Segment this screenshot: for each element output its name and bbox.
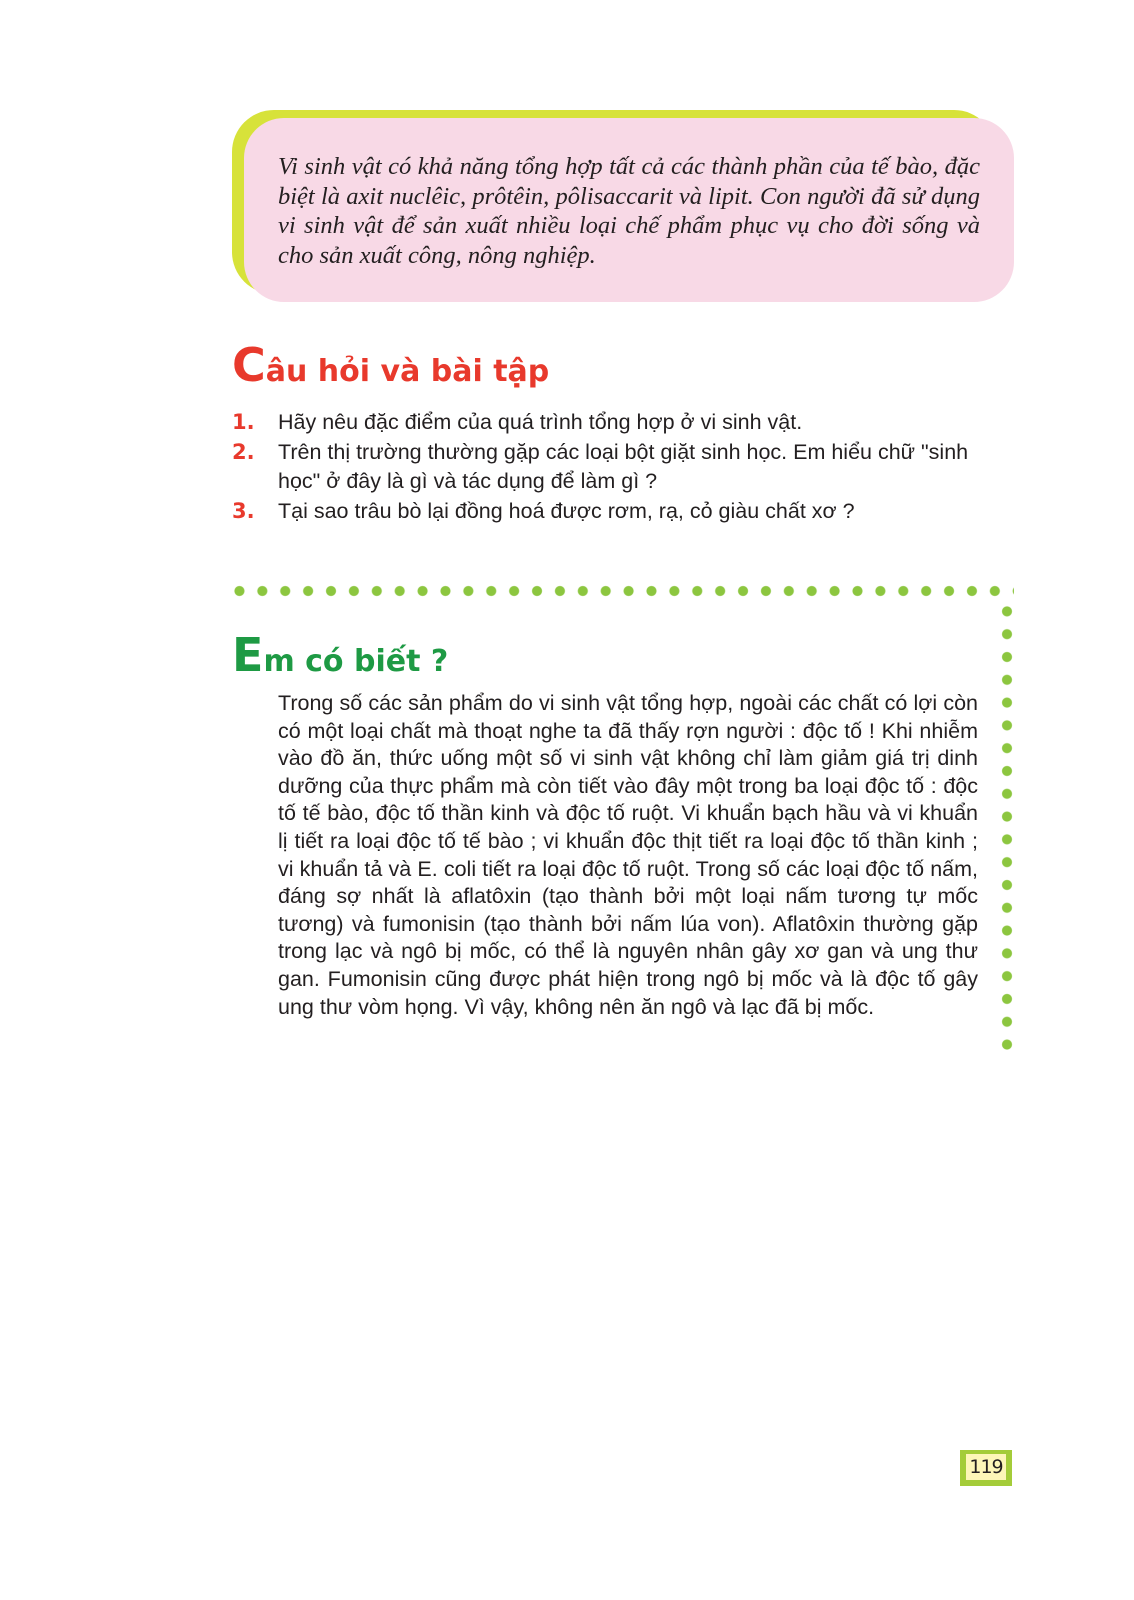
did-you-know-heading-rest: m có biết ? bbox=[263, 644, 449, 679]
question-text: Hãy nêu đặc điểm của quá trình tổng hợp ở vi sinh vật. bbox=[278, 410, 803, 434]
questions-list bbox=[232, 408, 1012, 526]
did-you-know-heading-initial: E bbox=[232, 628, 264, 682]
dotted-border-top bbox=[228, 585, 1014, 597]
questions-heading-rest: âu hỏi và bài tập bbox=[265, 354, 550, 389]
summary-box-body bbox=[244, 118, 1014, 302]
dotted-border-right bbox=[1001, 600, 1013, 1056]
question-text: Tại sao trâu bò lại đồng hoá được rơm, rạ, cỏ giàu chất xơ ? bbox=[278, 498, 855, 523]
question-number: 2. bbox=[232, 439, 255, 464]
question-number: 1. bbox=[232, 410, 255, 434]
summary-text: Vi sinh vật có khả năng tổng hợp tất cả các thành phần của tế bào, đặc biệt là axit nuclêic, prôtêin, pôlisaccarit và lipit. Con người đã sử dụng vi sinh vật để sản xuất nhiều loại chế phẩm phục vụ cho đời sống và cho sản xuất công, nông nghiệp. bbox=[278, 153, 980, 269]
question-item bbox=[232, 497, 1012, 527]
did-you-know-text: Trong số các sản phẩm do vi sinh vật tổng hợp, ngoài các chất có lợi còn có một loại chất mà thoạt nghe ta đã thấy rợn người : độc tố ! Khi nhiễm vào đồ ăn, thức uống một số vi sinh vật không chỉ làm giảm giá trị dinh dưỡng của thực phẩm mà còn tiết vào đây một trong ba loại độc tố : độc tố tế bào, độc tố thần kinh và độc tố ruột. Vi khuẩn bạch hầu và vi khuẩn lị tiết ra loại độc tố tế bào ; vi khuẩn độc thịt tiết ra loại độc tố thần kinh ; vi khuẩn tả và E. coli tiết ra loại độc tố ruột. Trong số các loại độc tố nấm, đáng sợ nhất là aflatôxin (tạo thành bởi một loại nấm tương tự mốc tương) và fumonisin (tạo thành bởi nấm lúa von). Aflatôxin thường gặp trong lạc và ngô bị mốc, có thể là nguyên nhân gây xơ gan và ung thư gan. Fumonisin cũng được phát hiện trong ngô bị mốc và là độc tố gây ung thư vòm họng. Vì vậy, không nên ăn ngô và lạc đã bị mốc. bbox=[278, 691, 978, 1019]
question-number: 3. bbox=[232, 498, 255, 523]
question-item bbox=[232, 408, 1012, 438]
did-you-know-heading bbox=[232, 628, 448, 682]
question-item bbox=[232, 438, 1012, 497]
question-text: Trên thị trường thường gặp các loại bột giặt sinh học. Em hiểu chữ "sinh học" ở đây là gì và tác dụng để làm gì ? bbox=[278, 439, 969, 493]
summary-box bbox=[232, 110, 1014, 302]
page-number: 119 bbox=[966, 1454, 1006, 1480]
page-number-badge bbox=[960, 1450, 1012, 1486]
questions-heading-initial: C bbox=[232, 338, 266, 392]
questions-heading bbox=[232, 338, 549, 392]
